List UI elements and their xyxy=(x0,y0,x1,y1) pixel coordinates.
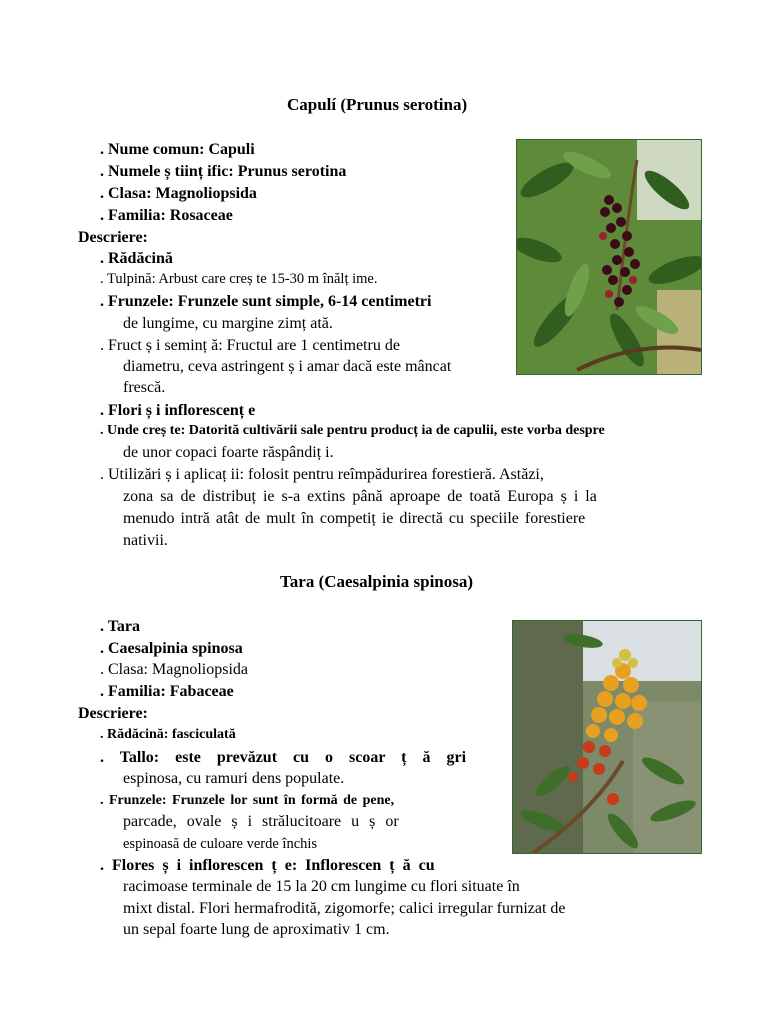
familia: . Familia: Rosaceae xyxy=(100,207,233,224)
frunzele2-line3: espinoasă de culoare verde închis xyxy=(123,836,318,852)
flores-line3: mixt distal. Flori hermafrodită, zigomorfe; calici irregular furnizat de xyxy=(123,900,566,917)
clasa: . Clasa: Magnoliopsida xyxy=(100,185,257,202)
clasa2: . Clasa: Magnoliopsida xyxy=(100,661,248,678)
radacina: . Rădăcină xyxy=(100,250,173,267)
frunzele2-line1: . Frunzele: Frunzele lor sunt în formă de pene, xyxy=(100,793,395,808)
flores-line2: racimoase terminale de 15 la 20 cm lungime cu flori situate în xyxy=(123,878,520,895)
tallo-line2: espinosa, cu ramuri dens populate. xyxy=(123,770,345,787)
capuli-photo xyxy=(516,139,702,375)
tara: . Tara xyxy=(100,618,141,635)
radacina2: . Rădăcină: fasciculată xyxy=(100,727,236,742)
frunzele-line1: . Frunzele: Frunzele sunt simple, 6-14 centimetri xyxy=(100,293,432,310)
tulpina: . Tulpină: Arbust care creș te 15-30 m înălț ime. xyxy=(100,271,378,287)
familia2: . Familia: Fabaceae xyxy=(100,683,234,700)
utilizari-line3: menudo intră atât de mult în competiț ie directă cu speciile forestiere xyxy=(123,510,586,527)
unde-line1: . Unde creș te: Datorită cultivării sale pentru producț ia de capulii, este vorba despre xyxy=(100,423,605,438)
fruct-line1: . Fruct ș i seminț ă: Fructul are 1 centimetru de xyxy=(100,337,400,354)
caesalpinia: . Caesalpinia spinosa xyxy=(100,640,243,657)
tallo-line1: . Tallo: este prevăzut cu o scoar ț ă gri xyxy=(100,749,467,766)
flores-line1: . Flores ș i inflorescen ț e: Inflorescen ț ă cu xyxy=(100,857,435,874)
section1-title: Capulí (Prunus serotina) xyxy=(287,95,468,114)
utilizari-line1: . Utilizări ș i aplicaț ii: folosit pentru reîmpădurirea forestieră. Astăzi, xyxy=(100,466,544,483)
descriere2-heading: Descriere: xyxy=(78,705,148,722)
flori: . Flori ș i inflorescenț e xyxy=(100,402,256,419)
frunzele2-line2: parcade, ovale ș i strălucitoare u ș or xyxy=(123,813,399,830)
flores-line4: un sepal foarte lung de aproximativ 1 cm. xyxy=(123,921,390,938)
utilizari-line2: zona sa de distribuț ie s-a extins până aproape de toată Europa ș i la xyxy=(123,488,597,505)
frunzele-line2: de lungime, cu margine zimț ată. xyxy=(123,315,333,332)
unde-line2: de unor copaci foarte răspândiț i. xyxy=(123,444,334,461)
tara-photo xyxy=(512,620,702,854)
nume-comun: . Nume comun: Capuli xyxy=(100,141,255,158)
descriere-heading: Descriere: xyxy=(78,229,148,246)
utilizari-line4: nativii. xyxy=(123,532,168,549)
fruct-line3: frescă. xyxy=(123,379,166,396)
fruct-line2: diametru, ceva astringent ș i amar dacă este mâncat xyxy=(123,358,452,375)
section2-title: Tara (Caesalpinia spinosa) xyxy=(280,572,474,591)
numele-stiintific: . Numele ș tiinț ific: Prunus serotina xyxy=(100,163,347,180)
